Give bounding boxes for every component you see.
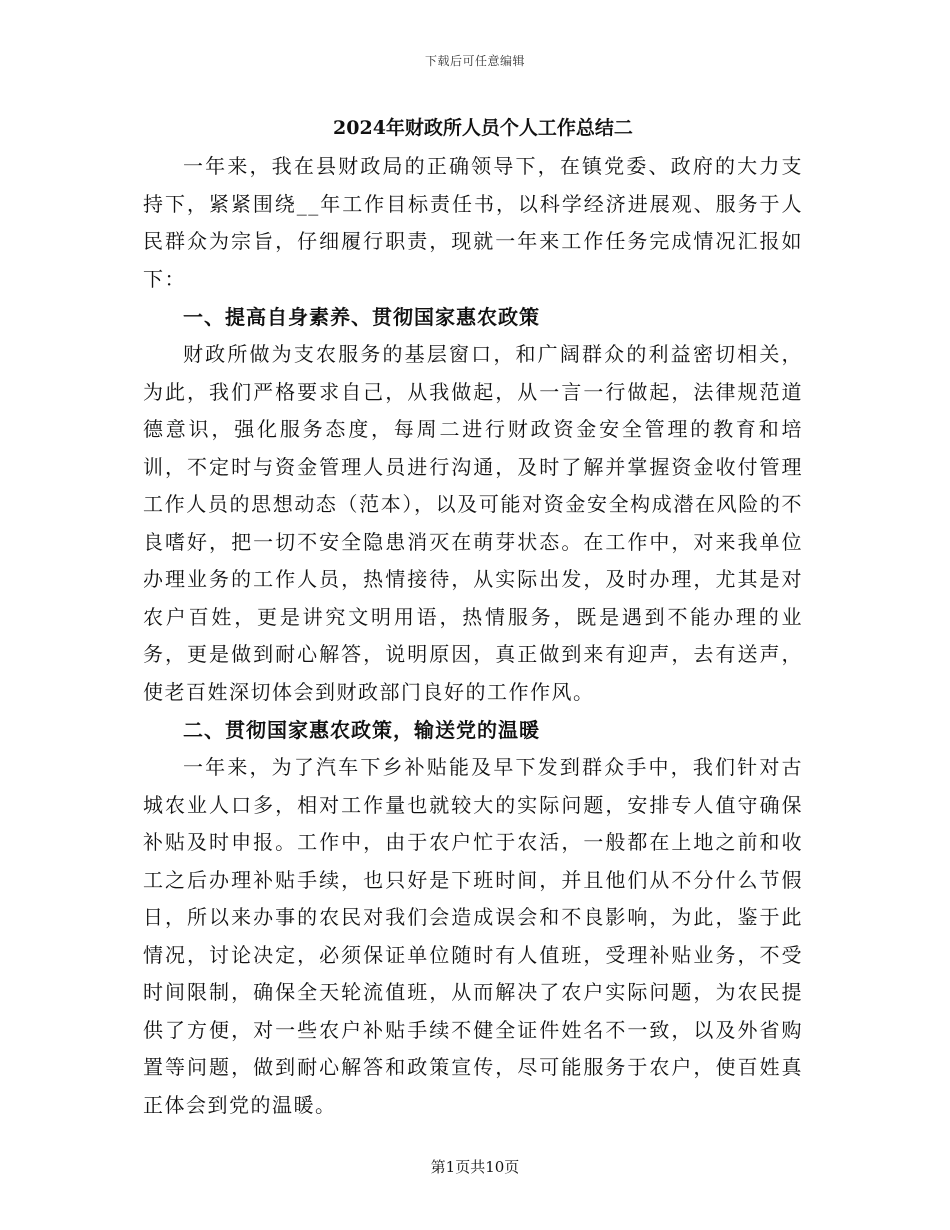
intro-paragraph: 一年来，我在县财政局的正确领导下，在镇党委、政府的大力支持下，紧紧围绕__年工作目标责任书，以科学经济进展观、服务于人民群众为宗旨，仔细履行职责，现就一年来工作任务完成情况汇报如下：: [143, 154, 803, 291]
document-body: [143, 108, 803, 1124]
section-2-heading: 二、贯彻国家惠农政策，输送党的温暖: [183, 718, 540, 742]
section-1-paragraph: 财政所做为支农服务的基层窗口，和广阔群众的利益密切相关，为此，我们严格要求自己，从我做起，从一言一行做起，法律规范道德意识，强化服务态度，每周二进行财政资金安全管理的教育和培训，不定时与资金管理人员进行沟通，及时了解并掌握资金收付管理工作人员的思想动态（范本），以及可能对资金安全构成潜在风险的不良嗜好，把一切不安全隐患消灭在萌芽状态。在工作中，对来我单位办理业务的工作人员，热情接待，从实际出发，及时办理，尤其是对农户百姓，更是讲究文明用语，热情服务，既是遇到不能办理的业务，更是做到耐心解答，说明原因，真正做到来有迎声，去有送声，使老百姓深切体会到财政部门良好的工作作风。: [143, 342, 803, 704]
document-title: 2024年财政所人员个人工作总结二: [333, 117, 633, 139]
section-1-heading: 一、提高自身素养、贯彻国家惠农政策: [183, 305, 540, 329]
section-2-paragraph: 一年来，为了汽车下乡补贴能及早下发到群众手中，我们针对古城农业人口多，相对工作量也就较大的实际问题，安排专人值守确保补贴及时申报。工作中，由于农户忙于农活，一般都在上地之前和收工之后办理补贴手续，也只好是下班时间，并且他们从不分什么节假日，所以来办事的农民对我们会造成误会和不良影响，为此，鉴于此情况，讨论决定，必须保证单位随时有人值班，受理补贴业务，不受时间限制，确保全天轮流值班，从而解决了农户实际问题，为农民提供了方便，对一些农户补贴手续不健全证件姓名不一致，以及外省购置等问题，做到耐心解答和政策宣传，尽可能服务于农户，使百姓真正体会到党的温暖。: [143, 755, 803, 1117]
page-header-note: 下载后可任意编辑: [424, 54, 525, 68]
page-number-footer: 第1页共10页: [430, 1158, 520, 1176]
